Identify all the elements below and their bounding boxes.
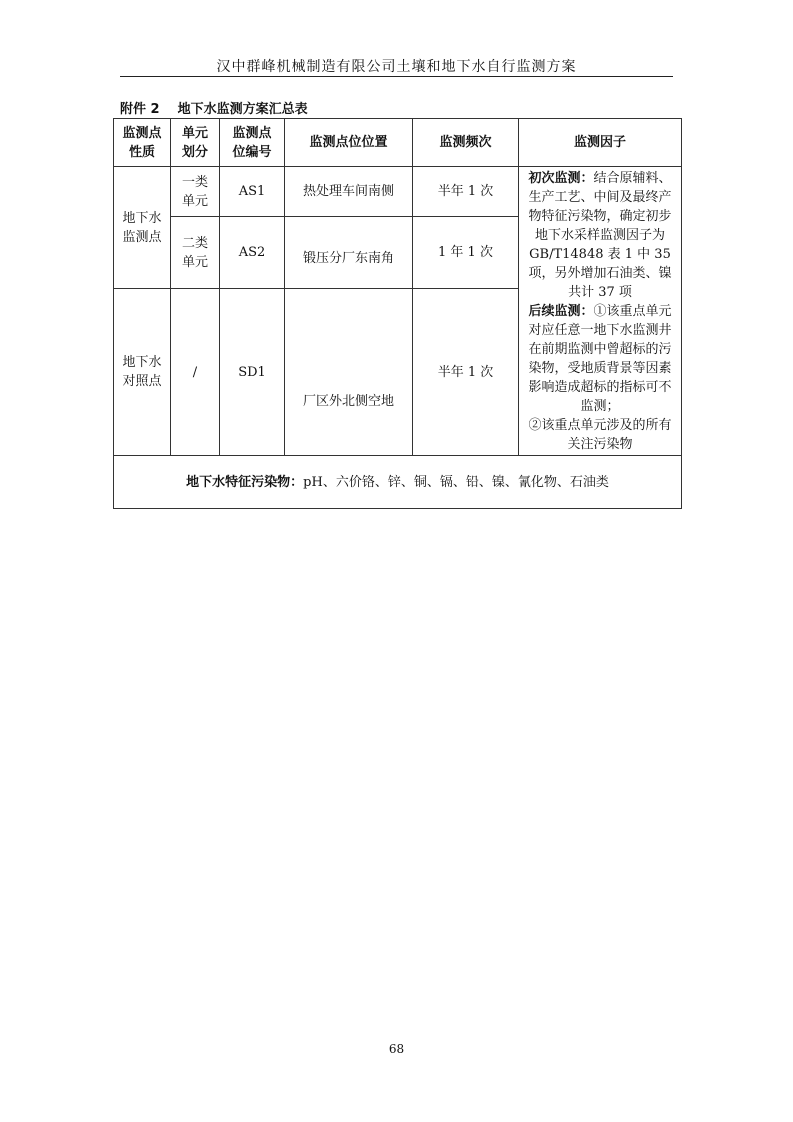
caption-label: 附件 2 <box>120 102 160 117</box>
frequency-cell: 半年 1 次 <box>413 167 519 217</box>
col-header-code: 监测点 位编号 <box>220 119 285 167</box>
page-number: 68 <box>388 1042 405 1056</box>
characteristic-pollutants-cell <box>114 456 682 509</box>
initial-monitoring-label: 初次监测： <box>528 170 594 186</box>
page-header: 汉中群峰机械制造有限公司土壤和地下水自行监测方案 <box>216 59 577 75</box>
table-footer-row <box>114 456 682 509</box>
location-cell: 热处理车间南侧 <box>285 167 413 217</box>
header-rule <box>120 76 673 77</box>
groundwater-monitoring-table <box>113 118 682 509</box>
followup-monitoring-text-1: ①该重点单元对应任意一地下水监测井在前期监测中曾超标的污染物，受地质背景等因素影响造成超标的指标可不监测； <box>528 303 672 414</box>
caption-title: 地下水监测方案汇总表 <box>177 102 308 117</box>
location-cell: 锻压分厂东南角 <box>285 217 413 289</box>
code-cell: AS2 <box>220 217 285 289</box>
table-row <box>114 167 682 217</box>
unit-cell: 一类 单元 <box>171 167 220 217</box>
initial-monitoring-text: 结合原辅料、生产工艺、中间及最终产物特征污染物，确定初步地下水采样监测因子为 GB/T14848 表 1 中 35 项，另外增加石油类、镍共计 37 项 <box>528 170 672 300</box>
frequency-cell: 半年 1 次 <box>413 289 519 456</box>
followup-monitoring-text-2: ②该重点单元涉及的所有关注污染物 <box>528 417 672 452</box>
table-caption <box>120 98 308 117</box>
frequency-cell: 1 年 1 次 <box>413 217 519 289</box>
code-cell: AS1 <box>220 167 285 217</box>
col-header-frequency: 监测频次 <box>413 119 519 167</box>
table-header-row <box>114 119 682 167</box>
factors-cell <box>519 167 682 456</box>
unit-cell: 二类 单元 <box>171 217 220 289</box>
location-cell: 厂区外北侧空地 <box>285 289 413 456</box>
col-header-unit: 单元 划分 <box>171 119 220 167</box>
followup-monitoring-label: 后续监测： <box>528 303 594 319</box>
characteristic-pollutants-text: pH、六价铬、锌、铜、镉、铅、镍、氰化物、石油类 <box>303 474 609 490</box>
group-monitoring-cell: 地下水 监测点 <box>114 167 171 289</box>
group-control-cell: 地下水 对照点 <box>114 289 171 456</box>
characteristic-pollutants-label: 地下水特征污染物： <box>186 474 304 490</box>
col-header-location: 监测点位位置 <box>285 119 413 167</box>
col-header-type: 监测点 性质 <box>114 119 171 167</box>
unit-cell: / <box>171 289 220 456</box>
col-header-factors: 监测因子 <box>519 119 682 167</box>
code-cell: SD1 <box>220 289 285 456</box>
